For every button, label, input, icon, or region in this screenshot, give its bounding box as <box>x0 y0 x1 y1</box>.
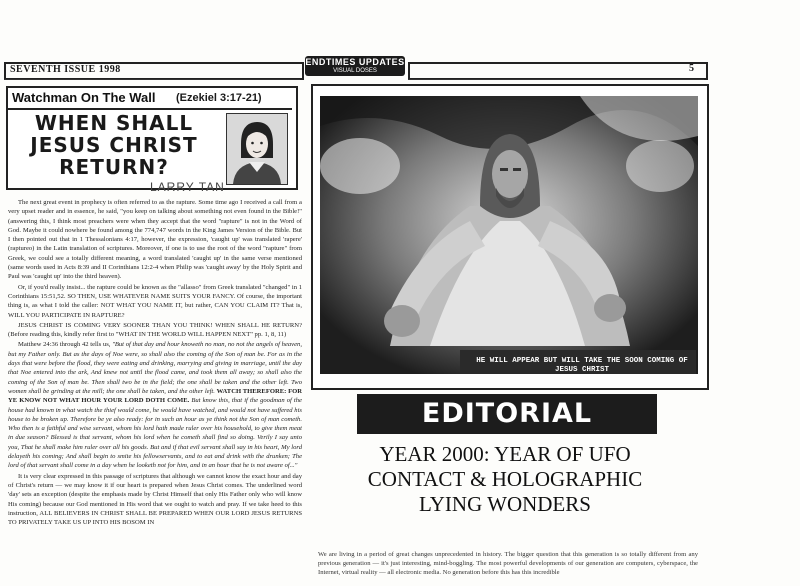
logo-subtitle: VISUAL DOSES <box>333 68 377 74</box>
editorial-banner: EDITORIAL <box>357 394 657 434</box>
article-author: LARRY TAN <box>150 180 225 194</box>
editorial-title: YEAR 2000: YEAR OF UFO CONTACT & HOLOGRAPHIC LYING WONDERS <box>367 442 643 516</box>
article-paragraph: Or, if you'd really insist... the rapture could be known as the "allasso" from Greek translated "changed" in 1 Corinthians 15:51,52. SO THEN, USE WHATEVER NAME SUITS YOUR FANCY. Of course, the important thing is, as what I told the caller: NOT WHAT YOU NAME IT, but rather, CAN YOU CLAIM IT? That is, WILL YOU PARTICIPATE IN RAPTURE? <box>8 283 302 319</box>
quote-intro: Matthew 24:36 through 42 tells us, <box>18 341 111 349</box>
holographic-jesus-image <box>320 96 698 374</box>
header-rule-right <box>408 79 704 80</box>
issue-label: SEVENTH ISSUE 1998 <box>10 64 121 75</box>
scripture-emphasis: WATCH THEREFORE: FOR YE KNOW NOT WHAT HOUR YOUR LORD DOTH COME. <box>8 387 302 405</box>
title-divider <box>8 108 292 110</box>
editorial-body: We are living in a period of great changes unprecedented in history. The bigger question that this generation is so totally different from any previous generation — it's just interesting, mind-boggling. The most powerful developments of our generation are computers, cyberspace, the Internet, virtual reality — all electronic media. No generation before this has this incredible <box>318 551 698 576</box>
logo-title: ENDTIMES UPDATES <box>305 57 405 67</box>
column-verse: (Ezekiel 3:17-21) <box>176 92 262 104</box>
article-paragraph: JESUS CHRIST IS COMING VERY SOONER THAN YOU THINK! WHEN SHALL HE RETURN? (Before reading this, kindly refer first to "WHAT IN THE WORLD WILL HAPPEN NEXT" pp. 1, 8, 11) <box>8 321 302 339</box>
author-photo <box>226 113 288 185</box>
article-paragraph: The next great event in prophecy is often referred to as the rapture. Some time ago I received a call from a very upset reader and in essence, he said, "you keep on talking about something not even found in the Bible!" (answering this, I think most preachers were when they accept that the word "rapture" is not in the Word of God. Maybe it could nowhere be found among the 774,747 words in the King James Version of the Bible. But I then pointed out that in 1 Thessalonians 4:17, however, the expression, 'caught up' was translated 'rapere' (raptureo) in the Latin translation of scriptures. Moreover, if one is to use the root of the word "rapture" from Greek, we could see a totally different meaning, a word translated 'caught up' in the same verse mentioned (same words used in Acts 8:39 and II Corinthians 12:2-4 when Philip was 'caught away' by the Holy Spirit and Paul was 'caught up' into the third heaven). <box>8 199 302 281</box>
article-paragraph: It is very clear expressed in this passage of scriptures that although we cannot know the exact hour and day of Christ's return — we may know it if our heart is prepared when Jesus Christ comes. The underlined word 'day' sets an exception (despite the emphasis made by Christ Himself that only His Father only who will know His coming) because our God mentioned in His word that we ought to watch and pray. If we take heed to this instruction, ALL BELIEVERS IN CHRIST SHALL BE PREPARED WHEN OUR LORD JESUS RETURNS TO PRIVATELY TAKE US UP INTO HIS BOSOM IN <box>8 472 302 527</box>
scripture-quote-rest: But know this, that if the goodman of the house had known in what watch the thief would come, he would have watched, and would not have suffered his house to be broken up. Therefore be ye also ready: for in such an hour as ye think not the Son of man cometh. Who then is a faithful and wise servant, whom his lord hath made ruler over his household, to give them meat in due season? Blessed is that servant, whom his lord when he cometh shall find so doing. Verily I say unto you, That he shall make him ruler over all his goods. But and if that evil servant shall say in his heart, My lord delayeth his coming; And shall begin to smite his fellowservants, and to eat and drink with the drunken; The lord of that servant shall come in a day when he looketh not for him, and in an hour that he is not aware of..." <box>8 397 302 470</box>
author-portrait-icon <box>227 114 287 184</box>
article-body <box>8 198 302 586</box>
header-rule-left <box>4 79 300 80</box>
column-name: Watchman On The Wall <box>12 90 156 105</box>
publication-logo <box>305 56 405 76</box>
header-right-frame <box>408 62 708 80</box>
article-headline: WHEN SHALL JESUS CHRIST RETURN? <box>30 111 198 179</box>
page-number: 5 <box>689 63 694 74</box>
article-paragraph <box>8 340 302 470</box>
image-caption: HE WILL APPEAR BUT WILL TAKE THE SOON COMING OF JESUS CHRIST <box>476 357 688 374</box>
hologram-figure-icon <box>320 96 698 374</box>
scripture-quote: "But of that day and hour knoweth no man, no not the angels of heaven, but my Father only. But as the days of Noe were, so shall also the coming of the Son of man be. For as in the days that were before the flood, they were eating and drinking, marrying and giving in marriage, until the day that Noe entered into the ark, And knew not until the flood came, and took them all away; so shall also the coming of the Son of man be. Then shall two be in the field; the one shall be taken and the other left. Two women shall be grinding at the mill; the one shall be taken, and the other left. <box>8 341 302 395</box>
